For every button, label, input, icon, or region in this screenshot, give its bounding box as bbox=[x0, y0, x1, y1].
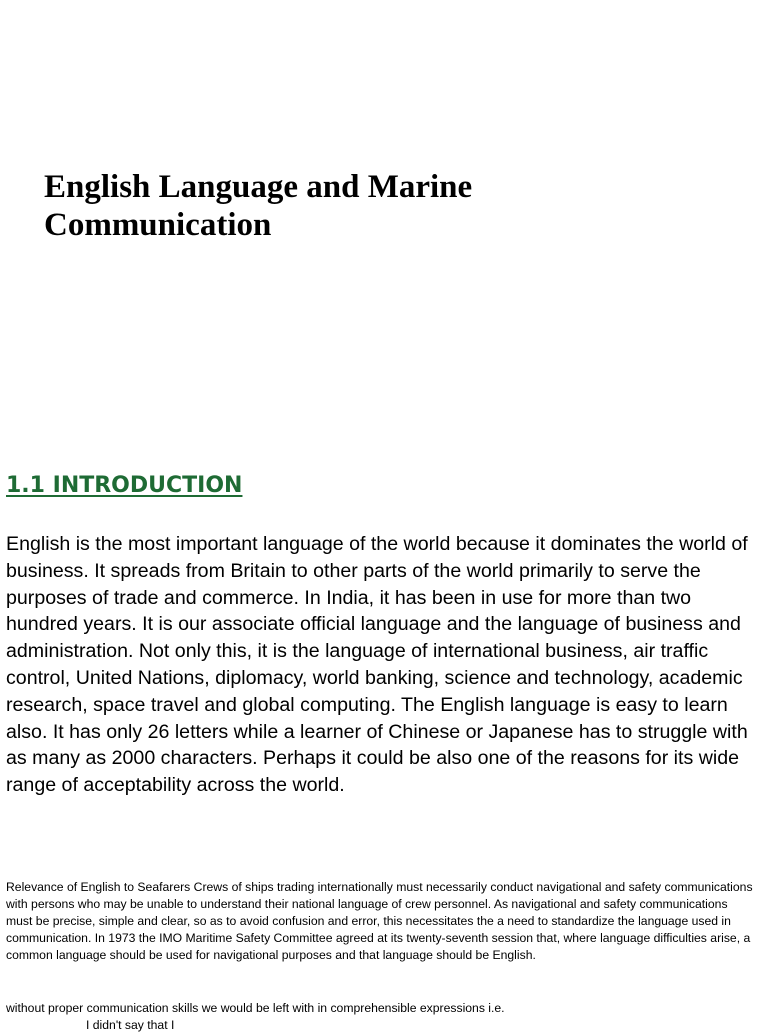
section-heading-introduction: 1.1 INTRODUCTION bbox=[6, 473, 243, 498]
communication-paragraph: without proper communication skills we would be left with in comprehensible expressions i.e. bbox=[6, 1001, 505, 1015]
introduction-paragraph: English is the most important language of the world because it dominates the world of business. It spreads from Britain to other parts of the world primarily to serve the purposes of trade and commerce. In India, it has been in use for more than two hundred years. It is our associate official language and the language of business and administration. Not only this, it is the language of international business, air traffic control, United Nations, diplomacy, world banking, science and technology, academic research, space travel and global computing. The English language is easy to learn also. It has only 26 letters while a learner of Chinese or Japanese has to struggle with as many as 2000 characters. Perhaps it could be also one of the reasons for its wide range of acceptability across the world. bbox=[6, 533, 748, 797]
relevance-paragraph: Relevance of English to Seafarers Crews of ships trading internationally must necessarily conduct navigational and safety communications with persons who may be unable to understand their national language of crew personnel. As navigational and safety communications must be precise, simple and clear, so as to avoid confusion and error, this necessitates the a need to standardize the language used in communication. In 1973 the IMO Maritime Safety Committee agreed at its twenty-seventh session that, where language difficulties arise, a common language should be used for navigational purposes and that language should be English. bbox=[6, 880, 753, 963]
truncated-line: I didn't say that I bbox=[86, 1018, 175, 1032]
document-title: English Language and Marine Communication bbox=[44, 169, 473, 243]
